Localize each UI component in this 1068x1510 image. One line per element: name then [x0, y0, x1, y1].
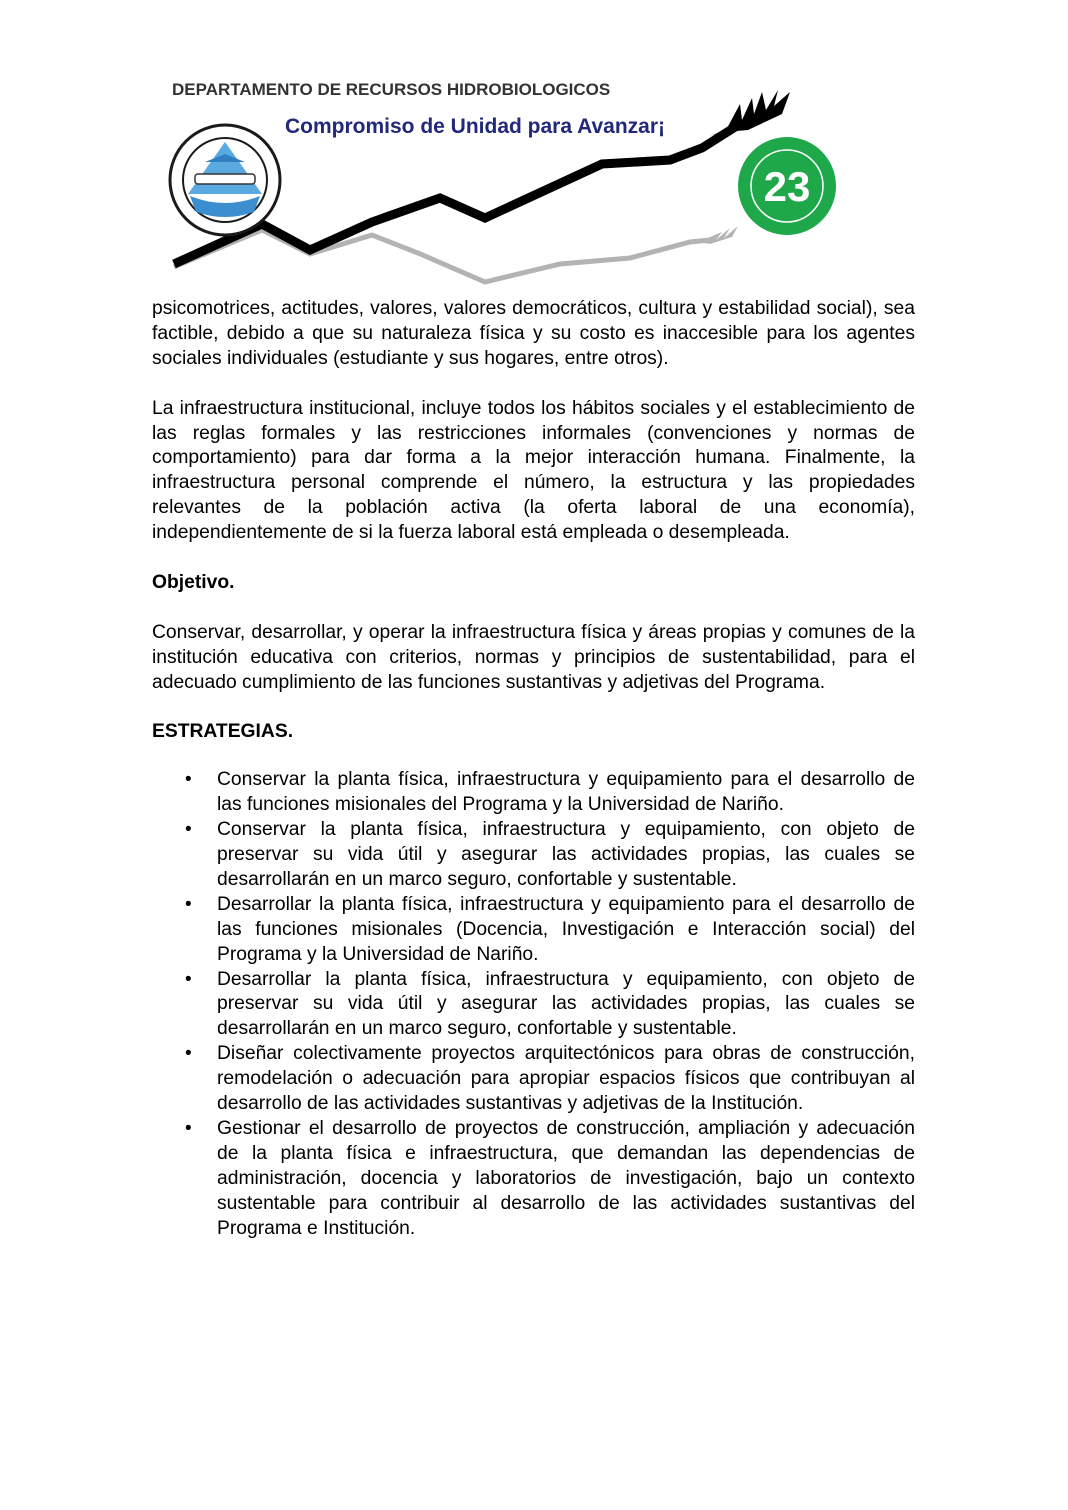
list-item: • Conservar la planta física, infraestructura y equipamiento, con objeto de preservar su vida útil y asegurar las actividades propias, las cuales se desarrollarán en un marco seguro, confortable y sustentable.: [185, 819, 915, 890]
list-item: • Desarrollar la planta física, infraestructura y equipamiento para el desarrollo de las funciones misionales (Docencia, Investigación e Interacción social) del Programa y la Universidad de Nariño.: [185, 893, 915, 965]
anniversary-badge: [738, 137, 836, 235]
bullet-icon: •: [185, 1117, 192, 1139]
paragraph-continuation: psicomotrices, actitudes, valores, valores democráticos, cultura y estabilidad social), sea factible, debido a que su naturaleza física y su costo es inaccesible para los agentes sociales individuales (estudiante y sus hogares, entre otros).: [152, 298, 915, 369]
bullet-icon: •: [185, 968, 192, 990]
page-header-banner: [150, 62, 862, 290]
header-graphic: [150, 62, 862, 290]
objetivo-heading: Objetivo.: [152, 571, 235, 593]
slogan: Compromiso de Unidad para Avanzar¡: [285, 115, 666, 138]
badge-number: 23: [763, 163, 811, 210]
bullet-icon: •: [185, 893, 192, 915]
estrategias-list: [152, 768, 915, 1241]
list-item: • Conservar la planta física, infraestructura y equipamiento para el desarrollo de las funciones misionales del Programa y la Universidad de Nariño.: [185, 769, 915, 816]
department-title: DEPARTAMENTO DE RECURSOS HIDROBIOLOGICOS: [172, 80, 611, 99]
list-item: • Gestionar el desarrollo de proyectos de construcción, ampliación y adecuación de la planta física e infraestructura, que demandan las dependencias de administración, docencia y laboratorios de investigación, bajo un contexto sustentable para contribuir al desarrollo de las actividades sustantivas del Programa e Institución.: [185, 1117, 915, 1239]
bullet-icon: •: [185, 819, 192, 841]
paragraph-institutional-infrastructure: La infraestructura institucional, incluye todos los hábitos sociales y el establecimiento de las reglas formales y las restricciones informales (convenciones y normas de comportamiento) para dar forma a la mejor interacción humana. Finalmente, la infraestructura personal comprende el número, la estructura y las propiedades relevantes de la población activa (la oferta laboral de una economía), independientemente de si la fuerza laboral está empleada o desempleada.: [152, 397, 915, 544]
bullet-icon: •: [185, 769, 192, 791]
gray-arrow-feather-icon: [698, 226, 738, 244]
list-item: • Diseñar colectivamente proyectos arquitectónicos para obras de construcción, remodelación o adecuación para apropiar espacios físicos que contribuyan al desarrollo de las actividades sustantivas y adjetivas de la Institución.: [185, 1043, 915, 1115]
gray-trend-line: [174, 230, 710, 282]
black-arrow-feather-icon: [710, 90, 790, 136]
list-item: • Desarrollar la planta física, infraestructura y equipamiento, con objeto de preservar su vida útil y asegurar las actividades propias, las cuales se desarrollarán en un marco seguro, confortable y sustentable.: [185, 968, 915, 1040]
estrategias-heading: ESTRATEGIAS.: [152, 721, 294, 743]
program-logo: [170, 125, 280, 235]
objetivo-paragraph: Conservar, desarrollar, y operar la infraestructura física y áreas propias y comunes de la institución educativa con criterios, normas y principios de sustentabilidad, para el adecuado cumplimiento de las funciones sustantivas y adjetivas del Programa.: [152, 621, 915, 693]
document-body: [152, 297, 915, 1241]
bullet-icon: •: [185, 1043, 192, 1065]
